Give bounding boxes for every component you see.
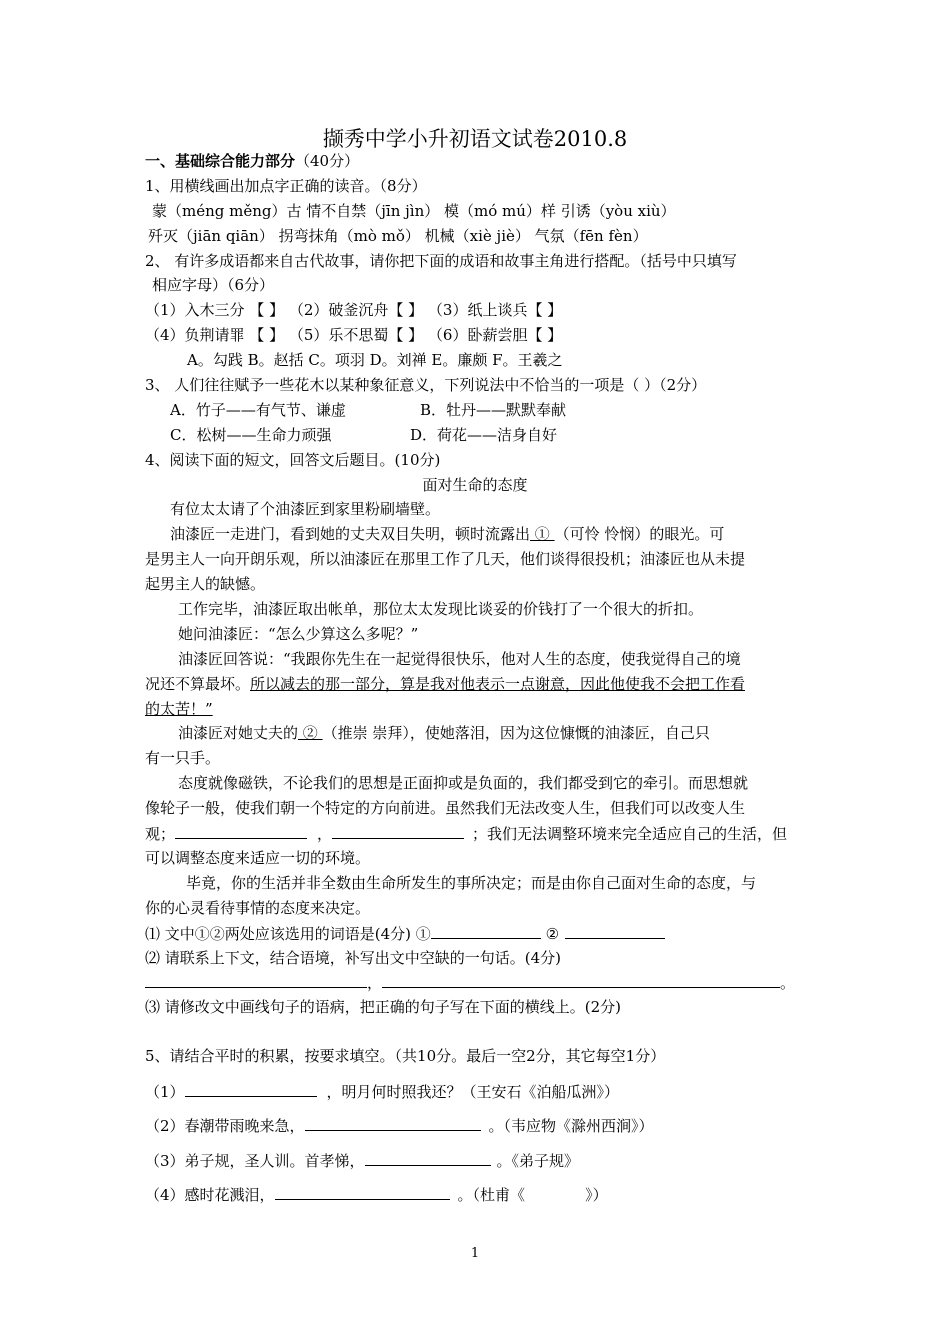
q5-blank-3[interactable] xyxy=(365,1149,491,1166)
passage-p2-text-a: 油漆匠一走进门，看到她的丈夫双目失明，顿时流露出 xyxy=(170,525,531,543)
fill-blank-a[interactable] xyxy=(175,822,307,839)
passage-p7-text-a: 观； xyxy=(145,825,176,843)
passage-p5-text: 况还不算最坏。 xyxy=(145,675,251,693)
passage-p6-text-a: 油漆匠对她丈夫的 xyxy=(178,724,299,742)
q2-row-2: （4）负荆请罪 【 】 （5）乐不思蜀【 】 （6）卧薪尝胆【 】 xyxy=(145,326,563,344)
q5-blank-2[interactable] xyxy=(305,1114,481,1131)
q5-line-1-label: （1） xyxy=(145,1083,185,1101)
q5-line-1-text: ，明月何时照我还？（王安石《泊船瓜洲》） xyxy=(326,1083,620,1101)
passage-p6-line-1 xyxy=(178,722,710,744)
sub-question-2-answer-line xyxy=(145,971,795,994)
fill-blank-b[interactable] xyxy=(332,822,464,839)
q5-line-4-text-b: 。（杜甫《 xyxy=(457,1186,526,1204)
passage-p4: 她问油漆匠：“怎么少算这么多呢？” xyxy=(178,625,419,643)
q3-option-d: D．荷花——洁身自好 xyxy=(410,426,558,444)
answer-line-left[interactable] xyxy=(145,971,367,988)
passage-p7-line-1: 态度就像磁铁，不论我们的思想是正面抑或是负面的，我们都受到它的牵引。而思想就 xyxy=(178,774,749,792)
passage-p2-line-1 xyxy=(170,523,724,545)
passage-p2-line-3: 起男主人的缺憾。 xyxy=(145,575,266,593)
underlined-sentence-part-2: 的太苦！” xyxy=(145,700,213,718)
answer-blank-1[interactable] xyxy=(431,922,541,939)
q3-option-c: C．松树——生命力顽强 xyxy=(170,426,332,444)
q5-line-3-text-a: （3）弟子规，圣人训。首孝悌， xyxy=(145,1152,365,1170)
q5-line-3 xyxy=(145,1149,579,1172)
q5-line-1 xyxy=(145,1080,619,1103)
passage-p7-line-2: 像轮子一般，使我们朝一个特定的方向前进。虽然我们无法改变人生，但我们可以改变人生 xyxy=(145,799,746,817)
q5-blank-4[interactable] xyxy=(275,1183,450,1200)
passage-p8-line-2: 你的心灵看待事情的态度来决定。 xyxy=(145,899,371,917)
passage-p5-line-2 xyxy=(145,673,745,695)
section-1-score: （40分） xyxy=(295,152,360,170)
passage-p7-line-4: 可以调整态度来适应一切的环境。 xyxy=(145,849,371,867)
section-1-label: 一、基础综合能力部分 xyxy=(145,152,296,170)
passage-p7-text-b: ；我们无法调整环境来完全适应自己的生活，但 xyxy=(472,825,788,843)
page-number: 1 xyxy=(470,1246,480,1261)
q1-row-2: 歼灭（jiān qiān） 拐弯抹角（mò mǒ） 机械（xiè jiè） 气氛（fēn fèn） xyxy=(148,227,648,245)
q3-option-a: A．竹子——有气节、谦虚 xyxy=(170,401,346,419)
passage-p2-text-b: （可怜 怜悯）的眼光。可 xyxy=(554,525,725,543)
section-1-heading xyxy=(145,150,359,172)
q5-line-3-text-b: 。《弟子规》 xyxy=(496,1152,580,1170)
q2-options: A。勾践 B。赵括 C。项羽 D。刘禅 E。廉颇 F。王羲之 xyxy=(187,351,563,369)
passage-p7-comma: ， xyxy=(317,825,333,843)
q5-line-4-text-a: （4）感时花溅泪， xyxy=(145,1186,275,1204)
sub-question-1 xyxy=(145,922,665,945)
passage-p7-line-3 xyxy=(145,822,787,845)
q4-stem: 4、阅读下面的短文，回答文后题目。(10分) xyxy=(145,451,441,469)
passage-p3: 工作完毕，油漆匠取出帐单，那位太太发现比谈妥的价钱打了一个很大的折扣。 xyxy=(178,600,704,618)
passage-p6-text-b: （推崇 崇拜），使她落泪，因为这位慷慨的油漆匠，自己只 xyxy=(322,724,710,742)
answer-line-comma: ， xyxy=(367,974,383,992)
answer-blank-2[interactable] xyxy=(565,922,665,939)
q2-stem-line-2: 相应字母）（6分） xyxy=(152,276,275,294)
q5-line-2-text-b: 。（韦应物《滁州西涧》） xyxy=(488,1117,654,1135)
q5-line-2 xyxy=(145,1114,654,1137)
q5-stem: 5、请结合平时的积累，按要求填空。（共10分。最后一空2分，其它每空1分） xyxy=(145,1047,666,1065)
sub-question-1-mark-2: ② xyxy=(540,925,560,943)
passage-p1: 有位太太请了个油漆匠到家里粉刷墙壁。 xyxy=(170,500,441,518)
sub-question-2: ⑵ 请联系上下文，结合语境，补写出文中空缺的一句话。(4分) xyxy=(145,949,562,967)
underlined-sentence-part-1: 所以减去的那一部分，算是我对他表示一点谢意，因此他使我不会把工作看 xyxy=(250,675,746,693)
passage-p8-line-1: 毕竟，你的生活并非全数由生命所发生的事所决定；而是由你自己面对生命的态度，与 xyxy=(186,874,757,892)
passage-p6-line-2: 有一只手。 xyxy=(145,749,221,767)
q2-row-1: （1）入木三分 【 】 （2）破釜沉舟【 】 （3）纸上谈兵【 】 xyxy=(145,301,563,319)
q5-line-4 xyxy=(145,1183,608,1206)
answer-line-right[interactable] xyxy=(382,971,780,988)
q1-row-1: 蒙（méng měng）古 情不自禁（jīn jìn） 模（mó mú）样 引诱（yòu xiù） xyxy=(152,202,676,220)
sub-question-3: ⑶ 请修改文中画线句子的语病，把正确的句子写在下面的横线上。(2分) xyxy=(145,998,622,1016)
passage-title: 面对生命的态度 xyxy=(422,476,528,494)
passage-p5-line-1: 油漆匠回答说：“我跟你先生在一起觉得很快乐，他对人生的态度，使我觉得自己的境 xyxy=(178,650,741,668)
q5-line-4-text-c: 》） xyxy=(585,1186,608,1204)
sub-question-1-text: ⑴ 文中①②两处应该选用的词语是(4分) ① xyxy=(145,925,431,943)
blank-2: ② xyxy=(298,724,323,742)
q1-stem: 1、用横线画出加点字正确的读音。（8分） xyxy=(145,177,427,195)
q3-option-b: B．牡丹——默默奉献 xyxy=(420,401,567,419)
q2-stem-line-1: 2、 有许多成语都来自古代故事，请你把下面的成语和故事主角进行搭配。（括号中只填写 xyxy=(145,252,737,270)
q5-blank-1[interactable] xyxy=(185,1080,317,1097)
blank-1: ① xyxy=(530,525,555,543)
passage-p5-line-3 xyxy=(145,698,213,720)
q5-line-2-text-a: （2）春潮带雨晚来急， xyxy=(145,1117,305,1135)
answer-line-end: 。 xyxy=(780,974,796,992)
passage-p2-line-2: 是男主人一向开朗乐观，所以油漆匠在那里工作了几天，他们谈得很投机；油漆匠也从未提 xyxy=(145,550,746,568)
exam-title: 撷秀中学小升初语文试卷2010.8 xyxy=(322,127,628,151)
q3-stem: 3、 人们往往赋予一些花木以某种象征意义，下列说法中不恰当的一项是（ ）（2分） xyxy=(145,376,707,394)
